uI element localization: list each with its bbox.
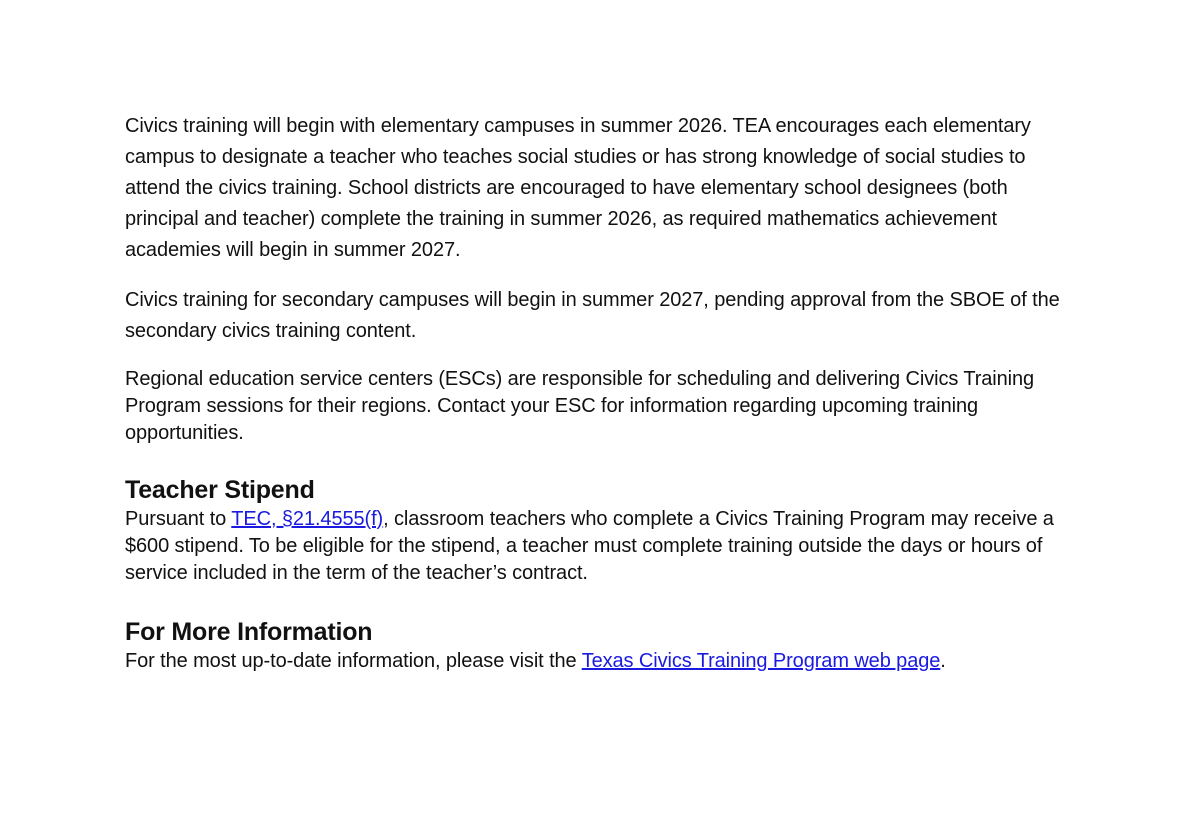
elementary-civics-paragraph: Civics training will begin with elementary campuses in summer 2026. TEA encourages each elementary campus to designate a teacher who teaches social studies or has strong knowledge of social studies to attend the civics training. School districts are encouraged to have elementary school designees (both principal and teacher) complete the training in summer 2026, as required mathematics achievement academies will begin in summer 2027.	[125, 115, 1031, 261]
more-information-heading: For More Information	[125, 618, 373, 646]
esc-responsibility-paragraph: Regional education service centers (ESCs) are responsible for scheduling and delivering Civics Training Program sessions for their regions. Contact your ESC for information regarding upcoming training opportunities.	[125, 368, 1035, 444]
tec-statute-link[interactable]: TEC, §21.4555(f)	[231, 508, 384, 530]
more-info-text-after-link: .	[940, 650, 946, 672]
document-page	[125, 111, 1060, 675]
more-information-paragraph	[125, 648, 1060, 675]
stipend-text-before-link: Pursuant to	[125, 508, 232, 530]
teacher-stipend-heading: Teacher Stipend	[125, 476, 315, 504]
stipend-text-after-link: , classroom teachers who complete a Civics Training Program may receive a $600 stipend. To be eligible for the stipend, a teacher must complete training outside the days or hours of service included in the term of the teacher’s contract.	[125, 508, 1054, 584]
teacher-stipend-paragraph	[125, 506, 1060, 587]
secondary-civics-paragraph: Civics training for secondary campuses will begin in summer 2027, pending approval from the SBOE of the secondary civics training content.	[125, 289, 1060, 342]
civics-program-web-page-link[interactable]: Texas Civics Training Program web page	[581, 650, 941, 672]
more-info-text-before-link: For the most up-to-date information, please visit the	[125, 650, 582, 672]
